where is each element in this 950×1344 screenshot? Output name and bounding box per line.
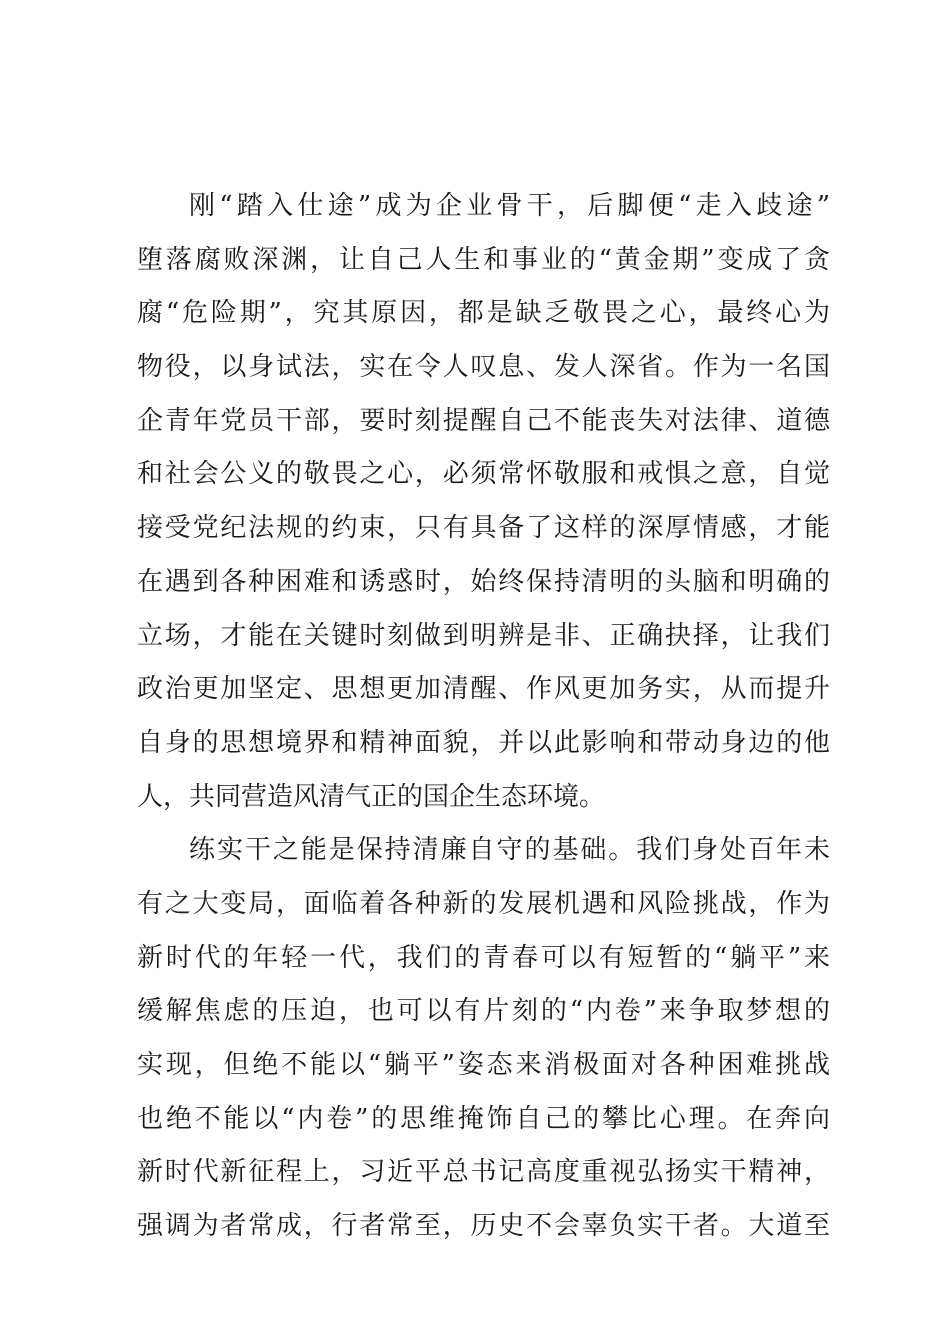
- paragraph-1: [137, 180, 830, 824]
- text-line: 新时代新征程上，习近平总书记高度重视弘扬实干精神，: [137, 1157, 830, 1188]
- text-line: 堕落腐败深渊，让自己人生和事业的“黄金期”变成了贪: [137, 244, 830, 275]
- text-line: 自身的思想境界和精神面貌，并以此影响和带动身边的他: [137, 727, 830, 758]
- text-line: 人，共同营造风清气正的国企生态环境。: [137, 781, 606, 812]
- paragraph-2: [137, 824, 830, 1254]
- text-line: 政治更加坚定、思想更加清醒、作风更加务实，从而提升: [137, 674, 830, 705]
- text-line: 立场，才能在关键时刻做到明辨是非、正确抉择，让我们: [137, 620, 830, 651]
- text-line: 企青年党员干部，要时刻提醒自己不能丧失对法律、道德: [137, 405, 830, 436]
- text-line: 刚“踏入仕途”成为企业骨干，后脚便“走入歧途”: [189, 191, 830, 221]
- text-line: 缓解焦虑的压迫，也可以有片刻的“内卷”来争取梦想的: [137, 996, 830, 1027]
- text-line: 物役，以身试法，实在令人叹息、发人深省。作为一名国: [137, 352, 830, 383]
- text-line: 在遇到各种困难和诱惑时，始终保持清明的头脑和明确的: [137, 566, 830, 597]
- text-line: 强调为者常成，行者常至，历史不会辜负实干者。大道至: [137, 1211, 830, 1242]
- text-line: 有之大变局，面临着各种新的发展机遇和风险挑战，作为: [137, 888, 830, 919]
- text-line: 练实干之能是保持清廉自守的基础。我们身处百年未: [189, 835, 830, 866]
- text-line: 和社会公义的敬畏之心，必须常怀敬服和戒惧之意，自觉: [137, 459, 830, 490]
- text-line: 腐“危险期”，究其原因，都是缺乏敬畏之心，最终心为: [137, 298, 830, 329]
- text-line: 也绝不能以“内卷”的思维掩饰自己的攀比心理。在奔向: [137, 1103, 830, 1134]
- text-line: 接受党纪法规的约束，只有具备了这样的深厚情感，才能: [137, 513, 830, 544]
- text-line: 新时代的年轻一代，我们的青春可以有短暂的“躺平”来: [137, 942, 830, 973]
- body-text: [137, 180, 830, 1254]
- text-line: 实现，但绝不能以“躺平”姿态来消极面对各种困难挑战: [137, 1050, 830, 1080]
